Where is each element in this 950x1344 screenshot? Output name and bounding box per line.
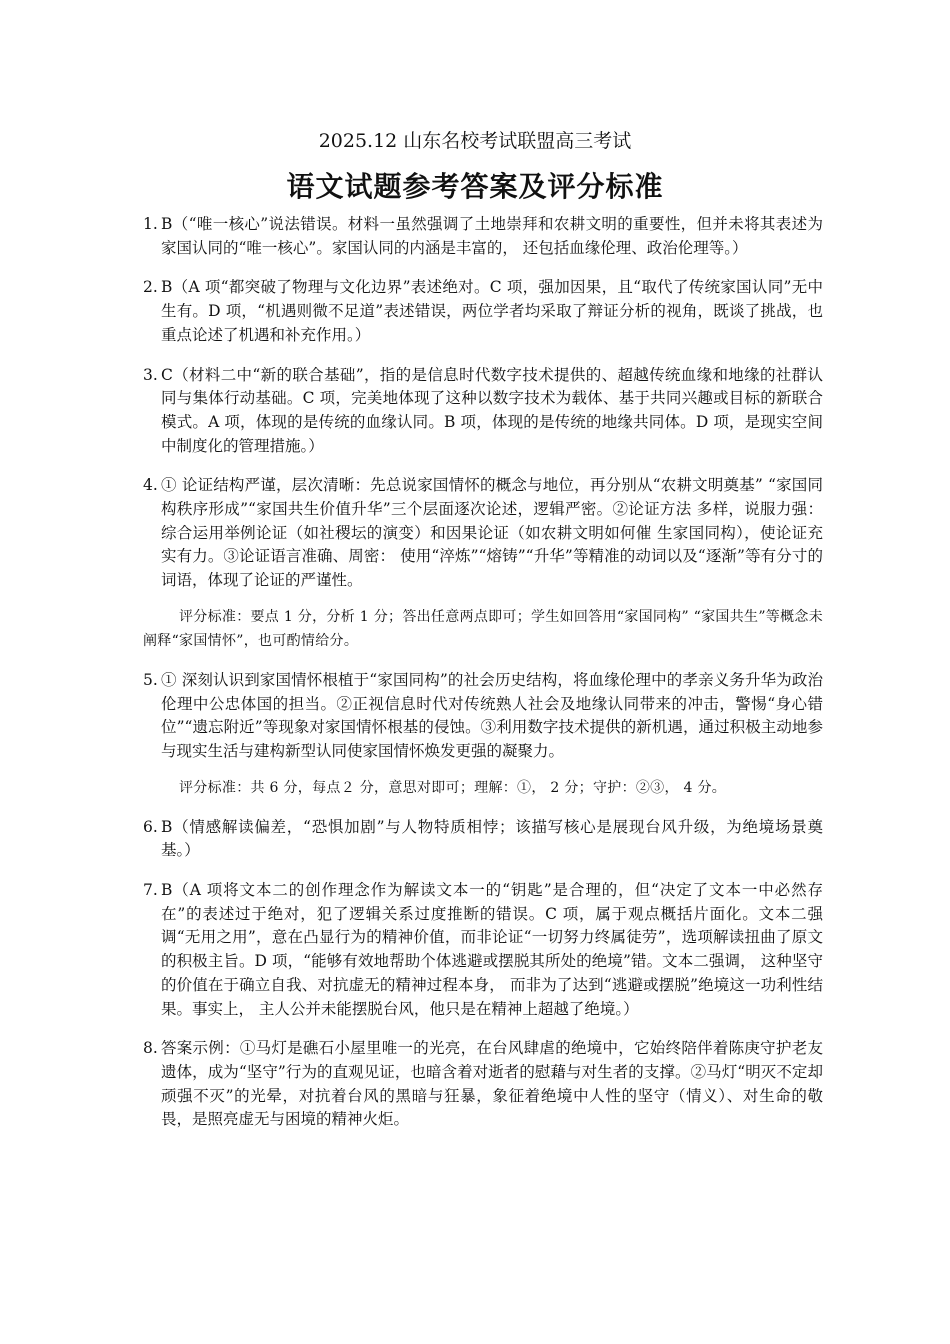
answer-text: ① 深刻认识到家国情怀根植于“家国同构”的社会历史结构，将血缘伦理中的孝亲义务升华为政治伦理中公忠体国的担当。②正视信息时代对传统熟人社会及地缘认同带来的冲击，警惕“身心错位”“遗忘附近”等现象对家国情怀根基的侵蚀。③利用数字技术提供的新机遇，通过积极主动地参与现实生活与建构新型认同使家国情怀焕发更强的凝聚力。 — [161, 670, 823, 760]
answer-number: 4. — [143, 476, 158, 495]
answer-item-5 — [143, 669, 823, 764]
scoring-criteria-4: 评分标准：要点 1 分，分析 1 分；答出任意两点即可；学生如回答用“家国同构” “家国共生”等概念未阐释“家国情怀”，也可酌情给分。 — [143, 608, 823, 649]
answer-list — [143, 213, 823, 1148]
answer-item-3 — [143, 364, 823, 459]
answer-text: ① 论证结构严谨，层次清晰：先总说家国情怀的概念与地位，再分别从“农耕文明奠基” “家国同构秩序形成”“家国共生价值升华”三个层面逐次论述，逻辑严密。②论证方法 多样，说服力强：综合运用举例论证（如社稷坛的演变）和因果论证（如农耕文明如何催 生家国同构），使论证充实有力。③论证语言准确、周密： 使用“淬炼”“熔铸”“升华”等精准的动词以及“逐渐”等有分寸的词语，体现了论证的严谨性。 — [161, 476, 823, 590]
answer-text: 答案示例：①马灯是礁石小屋里唯一的光亮，在台风肆虐的绝境中，它始终陪伴着陈庚守护老友遗体，成为“坚守”行为的直观见证，也暗含着对逝者的慰藉与对生者的支撑。②马灯“明灭不定却顽强不灭”的光晕，对抗着台风的黑暗与狂暴，象征着绝境中人性的坚守（情义）、对生命的敬畏，是照亮虚无与困境的精神火炬。 — [161, 1039, 823, 1129]
answer-number: 2. — [143, 278, 158, 297]
exam-info-line: 2025.12 山东名校考试联盟高三考试 — [318, 130, 632, 152]
answer-text: B（“唯一核心”说法错误。材料一虽然强调了土地崇拜和农耕文明的重要性，但并未将其表述为家国认同的“唯一核心”。家国认同的内涵是丰富的， 还包括血缘伦理、政治伦理等。） — [161, 215, 823, 257]
answer-item-7 — [143, 879, 823, 1021]
answer-item-1 — [143, 213, 823, 260]
answer-text: B（A 项“都突破了物理与文化边界”表述绝对。C 项，强加因果，且“取代了传统家国认同”无中生有。D 项，“机遇则微不足道”表述错误，两位学者均采取了辩证分析的视角，既谈了挑战，也重点论述了机遇和补充作用。） — [161, 278, 823, 344]
answer-text: B（情感解读偏差，“恐惧加剧”与人物特质相悖；该描写核心是展现台风升级，为绝境场景奠基。） — [161, 817, 823, 860]
answer-item-4 — [143, 474, 823, 593]
answer-item-8 — [143, 1037, 823, 1132]
answer-number: 6. — [143, 817, 158, 836]
answer-number: 5. — [143, 670, 158, 689]
answer-number: 8. — [143, 1039, 158, 1058]
document-title: 语文试题参考答案及评分标准 — [286, 170, 664, 203]
answer-number: 3. — [143, 365, 158, 384]
answer-text: C（材料二中“新的联合基础”，指的是信息时代数字技术提供的、超越传统血缘和地缘的社群认同与集体行动基础。C 项，完美地体现了这种以数字技术为载体、基于共同兴趣或目标的新联合模式。A 项，体现的是传统的血缘认同。B 项，体现的是传统的地缘共同体。D 项，是现实空间中制度化的管理措施。） — [161, 365, 823, 455]
answer-number: 1. — [143, 215, 158, 233]
answer-number: 7. — [143, 881, 158, 900]
scoring-criteria-5: 评分标准：共 6 分，每点２ 分，意思对即可；理解：①， 2 分；守护：②③， 4 分。 — [179, 779, 727, 796]
answer-item-2 — [143, 276, 823, 347]
answer-item-6 — [143, 816, 823, 863]
answer-text: B（A 项将文本二的创作理念作为解读文本一的“钥匙”是合理的，但“决定了文本一中必然存在”的表述过于绝对，犯了逻辑关系过度推断的错误。C 项，属于观点概括片面化。文本二强调“无用之用”，意在凸显行为的精神价值，而非论证“一切努力终属徒劳”，选项解读扭曲了原文的积极主旨。D 项，“能够有效地帮助个体逃避或摆脱其所处的绝境”错。文本二强调， 这种坚守的价值在于确立自我、对抗虚无的精神过程本身， 而非为了达到“逃避或摆脱”绝境这一功利性结果。事实上， 主人公并未能摆脱台风，他只是在精神上超越了绝境。） — [161, 881, 823, 1018]
